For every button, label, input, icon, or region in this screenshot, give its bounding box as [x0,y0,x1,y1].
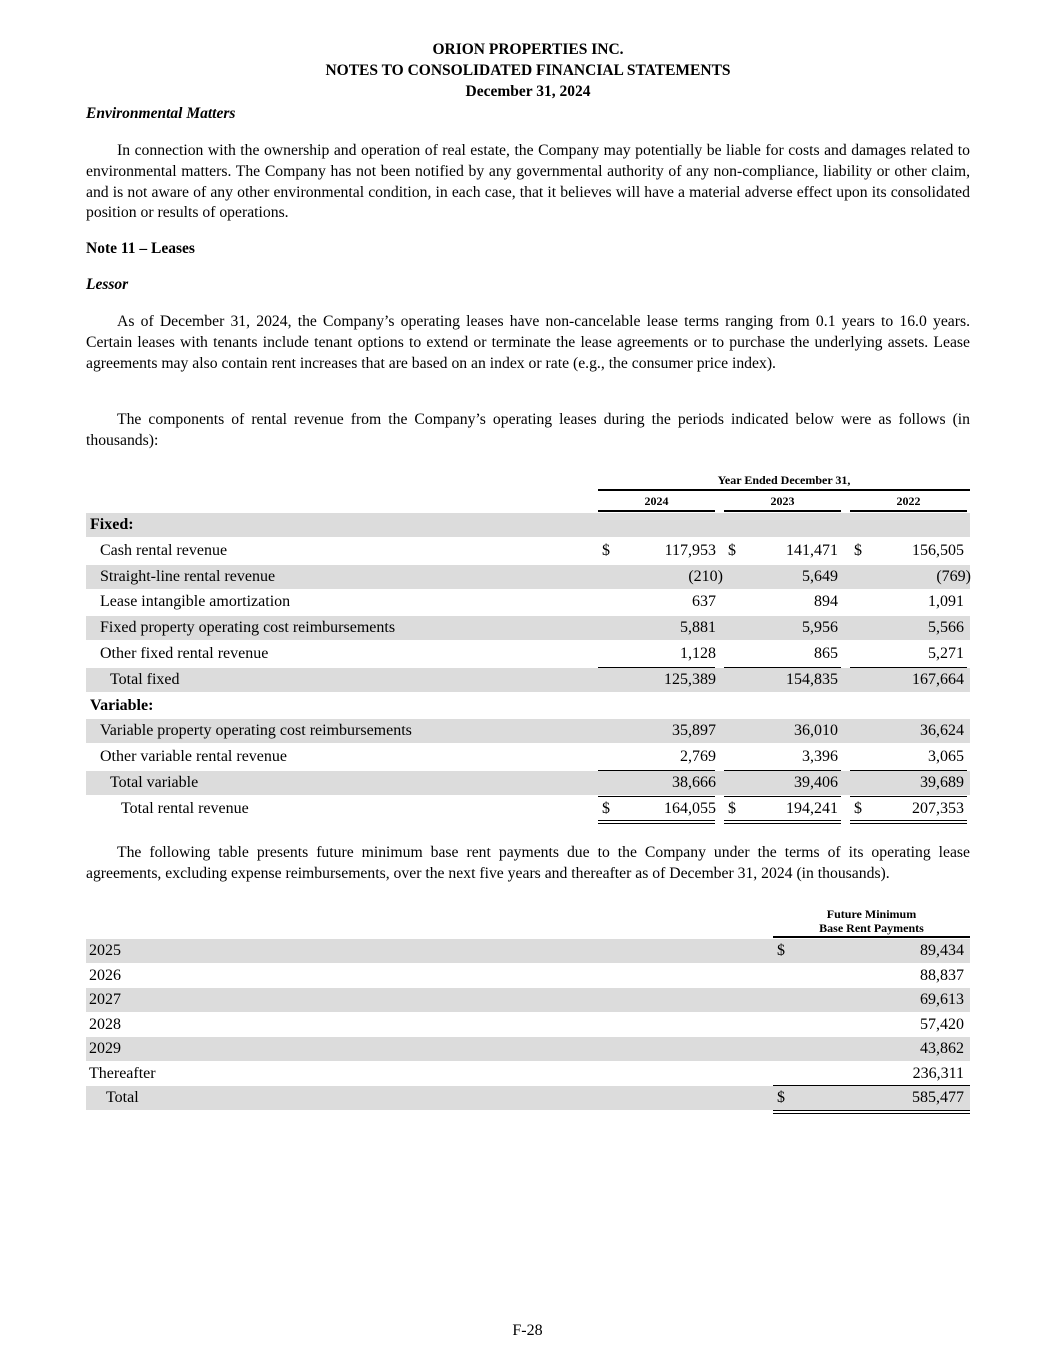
cell-value-2023: 141,471 [786,541,838,559]
row-label: Variable: [90,696,154,714]
row-label: 2029 [89,1040,121,1057]
table-row [86,668,970,692]
cell-value-2023: 5,649 [802,567,838,585]
row-label: Cash rental revenue [100,541,228,559]
table-row [86,590,970,614]
cell-value-2024: 117,953 [664,541,716,559]
row-label: Fixed property operating cost reimbursements [100,619,396,637]
row-label: Lease intangible amortization [100,593,291,611]
table-row [86,939,970,963]
subtotal-rule [598,667,715,668]
cell-value-2022: 167,664 [912,670,964,688]
cell-value-2024: 125,389 [664,670,716,688]
column-header-2023: 2023 [724,493,841,512]
table-row [86,616,970,640]
subtotal-rule [850,770,967,771]
statement-date: December 31, 2024 [465,83,591,100]
currency-symbol: $ [602,541,610,559]
table-row [86,1037,970,1061]
payment-value: 585,477 [912,1089,964,1106]
payment-value: 236,311 [912,1064,964,1082]
subtotal-rule [598,770,715,771]
cell-value-2022: 5,566 [928,619,964,637]
future-minimum-header [773,907,970,938]
total-rule [598,796,715,797]
table-row [86,988,970,1012]
subtotal-rule [724,667,841,668]
column-header-2022: 2022 [850,493,967,512]
row-label: Other variable rental revenue [100,748,288,766]
subtotal-rule [724,770,841,771]
table-row [86,719,970,743]
environmental-paragraph: In connection with the ownership and operation of real estate, the Company may potentially be liable for costs and damages related to environmental matters. The Company has not been notified by any governmental authority of any non-compliance, liability or other claim, and is not aware of any other environmental condition, in each case, that it believes will have a material adverse effect upon its consolidated position or results of operations. [86,142,970,222]
row-label: Fixed: [90,516,134,533]
currency-symbol: $ [728,541,736,559]
cell-value-2024: 5,881 [680,619,716,637]
future-intro-paragraph: The following table presents future minimum base rent payments due to the Company under the terms of its operating lease agreements, excluding expense reimbursements, over the next five years and thereafter as of December 31, 2024 (in thousands). [86,844,970,882]
total-rule [773,1085,970,1086]
cell-value-2022: (769) [936,567,971,585]
double-underline [773,1110,970,1114]
statement-title: NOTES TO CONSOLIDATED FINANCIAL STATEMENTS [325,62,731,79]
header-line-2: Base Rent Payments [819,921,924,935]
currency-symbol: $ [602,799,610,817]
table-row [86,1013,970,1037]
table-row [86,694,970,718]
note-heading: Note 11 – Leases [86,240,195,257]
cell-value-2024: 38,666 [672,774,716,791]
table-row [86,1062,970,1086]
subtotal-rule [850,667,967,668]
currency-symbol: $ [854,799,862,817]
environmental-heading: Environmental Matters [86,105,236,122]
header-line-1: Future Minimum [826,907,917,921]
table-row [86,964,970,988]
cell-value-2024: 35,897 [672,722,716,740]
payment-value: 88,837 [920,966,964,984]
payment-value: 69,613 [920,991,964,1008]
row-label: Straight-line rental revenue [100,567,276,585]
currency-symbol: $ [728,799,736,817]
cell-value-2024: 637 [692,593,716,611]
table-row [86,642,970,666]
currency-symbol: $ [777,1089,785,1106]
double-underline [724,820,841,824]
cell-value-2022: 207,353 [912,799,964,817]
row-label: Total [106,1089,139,1106]
currency-symbol: $ [777,942,785,959]
cell-value-2022: 36,624 [920,722,964,740]
row-label: 2028 [89,1015,121,1033]
cell-value-2024: 164,055 [664,799,716,817]
row-label: Total variable [110,774,199,791]
row-label: Other fixed rental revenue [100,645,269,662]
cell-value-2022: 5,271 [928,645,964,662]
cell-value-2022: 3,065 [928,748,964,766]
cell-value-2022: 39,689 [920,774,964,791]
cell-value-2024: 1,128 [680,645,716,662]
payment-value: 57,420 [920,1015,964,1033]
table-row [86,745,970,769]
cell-value-2023: 36,010 [794,722,838,740]
cell-value-2023: 39,406 [794,774,838,791]
lessor-paragraph: As of December 31, 2024, the Company’s operating leases have non-cancelable lease terms ranging from 0.1 years to 16.0 years. Certain leases with tenants include tenant options to extend or terminate the lease agreements or to purchase the underlying assets. Lease agreements may also contain rent increases that are based on an index or rate (e.g., the consumer price index). [86,313,970,372]
cell-value-2023: 5,956 [802,619,838,637]
page-number: F-28 [512,1322,543,1339]
cell-value-2023: 3,396 [802,748,838,766]
cell-value-2023: 865 [814,645,838,662]
company-name: ORION PROPERTIES INC. [432,41,624,58]
cell-value-2022: 156,505 [912,541,964,559]
cell-value-2023: 154,835 [786,670,838,688]
table-row [86,1086,970,1110]
table-row [86,565,970,589]
cell-value-2023: 894 [814,593,838,611]
row-label: Total fixed [110,670,180,688]
period-header: Year Ended December 31, [598,472,970,491]
row-label: 2026 [89,966,121,984]
cell-value-2024: 2,769 [680,748,716,766]
payment-value: 89,434 [920,942,964,959]
rental-intro-paragraph: The components of rental revenue from the Company’s operating leases during the periods indicated below were as follows (in thousands): [86,411,970,449]
cell-value-2022: 1,091 [928,593,964,611]
double-underline [598,820,715,824]
row-label: 2027 [89,991,121,1008]
total-rule [724,796,841,797]
cell-value-2023: 194,241 [786,799,838,817]
row-label: Thereafter [89,1064,156,1082]
row-label: 2025 [89,942,121,959]
row-label: Total rental revenue [121,799,249,817]
column-header-2024: 2024 [598,493,715,512]
currency-symbol: $ [854,541,862,559]
table-row [86,513,970,537]
table-row [86,539,970,563]
row-label: Variable property operating cost reimbursements [100,722,412,740]
double-underline [850,820,967,824]
total-rule [850,796,967,797]
table-row [86,797,970,821]
lessor-heading: Lessor [86,276,129,293]
cell-value-2024: (210) [688,567,723,585]
table-row [86,771,970,795]
payment-value: 43,862 [920,1040,964,1057]
